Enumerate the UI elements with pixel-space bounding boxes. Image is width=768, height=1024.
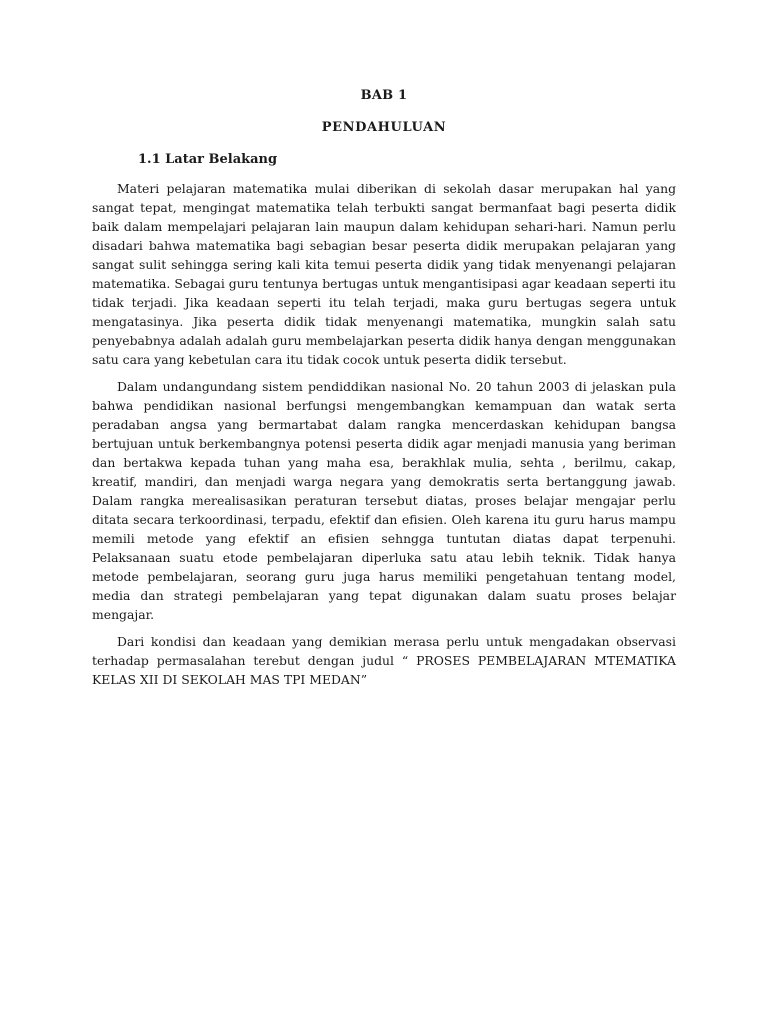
paragraph-1: Materi pelajaran matematika mulai diberikan di sekolah dasar merupakan hal yang sangat tepat, mengingat matematika telah terbukti sangat bermanfaat bagi peserta didik baik dalam mempelajari pelajaran lain maupun dalam kehidupan sehari-hari. Namun perlu disadari bahwa matematika bagi sebagian besar peserta didik merupakan pelajaran yang sangat sulit sehingga sering kali kita temui peserta didik yang tidak menyenangi pelajaran matematika. Sebagai guru tentunya bertugas untuk mengantisipasi agar keadaan seperti itu tidak terjadi. Jika keadaan seperti itu telah terjadi, maka guru bertugas segera untuk mengatasinya. Jika peserta didik tidak menyenangi matematika, mungkin salah satu penyebabnya adalah adalah guru membelajarkan peserta didik hanya dengan menggunakan satu cara yang kebetulan cara itu tidak cocok untuk peserta didik tersebut. (92, 181, 676, 367)
paragraph-3: Dari kondisi dan keadaan yang demikian merasa perlu untuk mengadakan observasi terhadap permasalahan terebut dengan judul “ PROSES PEMBELAJARAN MTEMATIKA KELAS XII DI SEKOLAH MAS TPI MEDAN” (92, 634, 676, 687)
chapter-title: PENDAHULUAN (321, 120, 447, 135)
document-body (92, 86, 676, 689)
paragraph-2: Dalam undangundang sistem pendiddikan nasional No. 20 tahun 2003 di jelaskan pula bahwa pendidikan nasional berfungsi mengembangkan kemampuan dan watak serta peradaban angsa yang bermartabat dalam rangka mencerdaskan kehidupan bangsa bertujuan untuk berkembangnya potensi peserta didik agar menjadi manusia yang beriman dan bertakwa kepada tuhan yang maha esa, berakhlak mulia, sehta , berilmu, cakap, kreatif, mandiri, dan menjadi warga negara yang demokratis serta bertanggung jawab. Dalam rangka merealisasikan peraturan tersebut diatas, proses belajar mengajar perlu ditata secara terkoordinasi, terpadu, efektif dan efisien. Oleh karena itu guru harus mampu memili metode yang efektif an efisien sehngga tuntutan diatas dapat terpenuhi. Pelaksanaan suatu etode pembelajaran diperluka satu atau lebih teknik. Tidak hanya metode pembelajaran, seorang guru juga harus memiliki pengetahuan tentang model, media dan strategi pembelajaran yang tepat digunakan dalam suatu proses belajar mengajar. (92, 379, 676, 622)
chapter-number: BAB 1 (360, 88, 408, 103)
section-heading: 1.1 Latar Belakang (138, 152, 278, 167)
